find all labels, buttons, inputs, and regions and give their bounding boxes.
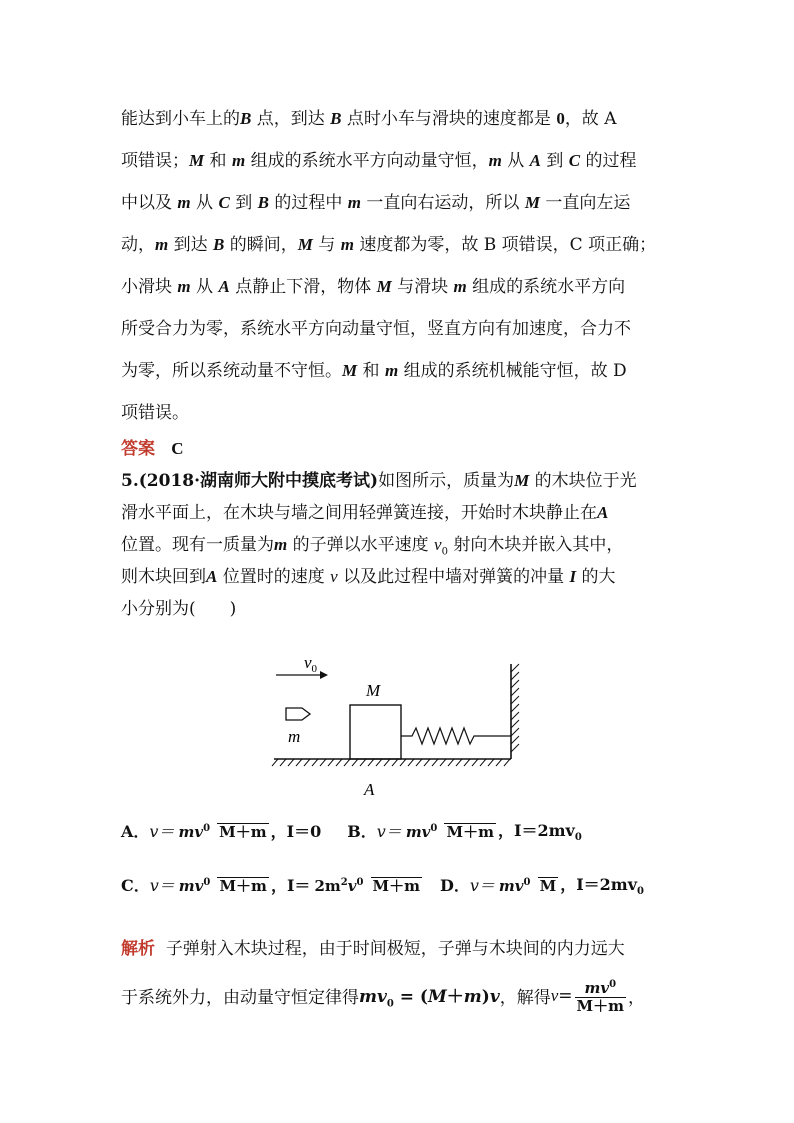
analysis-line-1 bbox=[121, 934, 625, 959]
var: v bbox=[434, 535, 442, 554]
text: 从 bbox=[190, 277, 219, 297]
text: 与 bbox=[312, 235, 341, 255]
text: 的过程 bbox=[580, 151, 637, 171]
text: 点，到达 bbox=[251, 109, 331, 129]
analysis-line-2 bbox=[121, 976, 645, 1015]
subscript: 0 bbox=[441, 546, 448, 558]
block-label: M bbox=[366, 681, 381, 700]
answer-label: 答案 bbox=[121, 439, 155, 459]
var: A bbox=[206, 567, 218, 586]
text: 的瞬间， bbox=[224, 235, 298, 255]
option-A-lhs: v＝ bbox=[149, 822, 175, 842]
text-line-7 bbox=[121, 356, 627, 381]
text: 所受合力为零，系统水平方向动量守恒，竖直方向有加速度，合力不 bbox=[121, 319, 631, 339]
option-C-rest: ，I＝ bbox=[270, 876, 311, 896]
question-number: 5.(2018·湖南师大附中摸底考试) bbox=[121, 471, 379, 491]
text: 一直向左运 bbox=[539, 193, 631, 213]
var: m bbox=[274, 535, 288, 554]
var: v bbox=[330, 567, 338, 586]
text: 位置时的速度 bbox=[217, 567, 331, 587]
var: B bbox=[213, 235, 225, 254]
text: 小分别为( ) bbox=[121, 599, 237, 619]
var: m bbox=[177, 277, 191, 296]
text: 一直向右运动，所以 bbox=[361, 193, 525, 213]
text: ，故 A bbox=[564, 109, 617, 129]
text: 小滑块 bbox=[121, 277, 178, 297]
var: m bbox=[453, 277, 467, 296]
option-D-letter: D． bbox=[439, 876, 470, 896]
wall-hatching bbox=[511, 664, 519, 752]
var: M bbox=[189, 151, 205, 170]
text: 组成的系统机械能守恒，故 D bbox=[398, 361, 627, 381]
answer-line bbox=[121, 434, 184, 459]
analysis-label: 解析 bbox=[121, 939, 155, 959]
var: A bbox=[597, 503, 609, 522]
analysis-fraction bbox=[575, 976, 626, 1015]
var: m bbox=[488, 151, 502, 170]
var: B bbox=[257, 193, 269, 212]
option-C-lhs: v＝ bbox=[149, 876, 175, 896]
var: m bbox=[231, 151, 246, 170]
var: m bbox=[155, 235, 169, 254]
option-D-rest: ，$I=2mv_0$ bbox=[560, 875, 645, 898]
option-C-fraction bbox=[177, 874, 269, 895]
text: 从 bbox=[190, 193, 219, 213]
text-line-8 bbox=[121, 398, 189, 423]
var: M bbox=[297, 235, 313, 254]
text: 和 bbox=[357, 361, 385, 381]
var: B bbox=[240, 109, 252, 128]
text: 点静止下滑，物体 bbox=[229, 277, 377, 297]
fraction-denominator: M＋m bbox=[219, 877, 267, 896]
fraction-denominator: M＋m bbox=[219, 823, 267, 842]
bullet-shape bbox=[286, 708, 310, 720]
text: 到 bbox=[540, 151, 569, 171]
text: 滑水平面上，在木块与墙之间用轻弹簧连接，开始时木块静止在 bbox=[121, 503, 597, 523]
question-line-3 bbox=[121, 530, 623, 557]
text: 动， bbox=[121, 235, 155, 255]
var: M bbox=[342, 361, 358, 380]
text-line-4 bbox=[121, 230, 656, 255]
var: m bbox=[177, 193, 191, 212]
fraction-numerator: $mv^0$ bbox=[178, 823, 211, 842]
text: 项错误； bbox=[121, 151, 189, 171]
fraction-numerator: $2m^2v^0$ bbox=[314, 877, 364, 896]
block-M bbox=[350, 705, 401, 759]
var: m bbox=[340, 235, 354, 254]
text: 中以及 bbox=[121, 193, 178, 213]
option-B-fraction bbox=[404, 820, 496, 841]
spring bbox=[401, 728, 511, 744]
bullet-label: m bbox=[288, 727, 301, 746]
fraction-denominator: M＋m bbox=[372, 877, 420, 896]
text: 则木块回到 bbox=[121, 567, 206, 587]
options-row-1 bbox=[121, 818, 582, 843]
answer-value: C bbox=[171, 439, 184, 458]
text: ， bbox=[628, 988, 646, 1008]
var: M bbox=[514, 471, 530, 490]
text: 能达到小车上的 bbox=[121, 109, 240, 129]
option-C-letter: C． bbox=[121, 876, 150, 896]
position-A-label: A bbox=[364, 780, 375, 799]
question-line-2 bbox=[121, 498, 608, 523]
options-row-2 bbox=[121, 872, 644, 897]
text: 的木块位于光 bbox=[529, 471, 637, 491]
text-line-1 bbox=[121, 104, 617, 129]
equation: $mv_0 = (M+m)v$ bbox=[359, 986, 500, 1010]
var: v bbox=[550, 985, 559, 1005]
var: 0 bbox=[556, 109, 565, 128]
option-D-lhs: v＝ bbox=[469, 876, 495, 896]
fraction-denominator: M＋m bbox=[446, 823, 494, 842]
v0-label: $v_0$ bbox=[304, 653, 318, 675]
var: A bbox=[218, 277, 230, 296]
text: 组成的系统水平方向动量守恒， bbox=[245, 151, 489, 171]
text: 速度都为零，故 B 项错误，C 项正确； bbox=[353, 235, 657, 255]
text: ，解得 bbox=[499, 988, 551, 1008]
fraction-numerator: $mv^0$ bbox=[584, 979, 617, 997]
text: 射向木块并嵌入其中， bbox=[447, 535, 624, 555]
text-line-5 bbox=[121, 272, 625, 297]
text: 子弹射入木块过程，由于时间极短，子弹与木块间的内力远大 bbox=[165, 939, 625, 959]
text: 于系统外力，由动量守恒定律得 bbox=[121, 988, 359, 1008]
question-line-5 bbox=[121, 594, 236, 619]
text-line-2 bbox=[121, 146, 637, 171]
fraction-numerator: $mv^0$ bbox=[498, 877, 531, 896]
var: C bbox=[218, 193, 230, 212]
text: 点时小车与滑块的速度都是 bbox=[341, 109, 557, 129]
var: M bbox=[524, 193, 540, 212]
text-line-3 bbox=[121, 188, 630, 213]
text: 的大 bbox=[576, 567, 616, 587]
question-line-4 bbox=[121, 562, 616, 587]
text: 以及此过程中墙对弹簧的冲量 bbox=[337, 567, 570, 587]
text: 组成的系统水平方向 bbox=[466, 277, 626, 297]
text: 项错误。 bbox=[121, 403, 189, 423]
fraction-numerator: $mv^0$ bbox=[178, 877, 211, 896]
option-B-rest: ，$I=2mv_0$ bbox=[497, 821, 582, 844]
text: 的过程中 bbox=[268, 193, 348, 213]
option-C-fraction-2 bbox=[312, 874, 422, 895]
option-B-letter: B． bbox=[347, 822, 377, 842]
question-line-1 bbox=[121, 466, 637, 491]
fraction-numerator: $mv^0$ bbox=[405, 823, 438, 842]
text: 的子弹以水平速度 bbox=[287, 535, 435, 555]
var: A bbox=[529, 151, 541, 170]
text: 从 bbox=[501, 151, 530, 171]
option-A-letter: A． bbox=[121, 822, 150, 842]
fraction-denominator: M＋m bbox=[576, 997, 625, 1015]
text: 为零，所以系统动量不守恒。 bbox=[121, 361, 342, 381]
option-A-fraction bbox=[176, 820, 268, 841]
text: 到 bbox=[229, 193, 258, 213]
option-B-lhs: v＝ bbox=[376, 822, 402, 842]
text: = bbox=[558, 985, 573, 1006]
var: M bbox=[376, 277, 392, 296]
text: 位置。现有一质量为 bbox=[121, 535, 274, 555]
physics-diagram bbox=[270, 650, 530, 805]
var: m bbox=[384, 361, 399, 380]
var: C bbox=[568, 151, 581, 170]
text: 到达 bbox=[168, 235, 214, 255]
text: 和 bbox=[204, 151, 232, 171]
ground-hatching bbox=[272, 759, 510, 766]
text: 如图所示，质量为 bbox=[378, 471, 515, 491]
text: 与滑块 bbox=[391, 277, 454, 297]
var: I bbox=[569, 567, 577, 586]
option-A-rest: ，I＝0 bbox=[270, 822, 322, 842]
fraction-denominator: M bbox=[539, 877, 557, 896]
var: m bbox=[347, 193, 361, 212]
text-line-6 bbox=[121, 314, 631, 339]
arrow-head bbox=[320, 671, 328, 679]
var: B bbox=[330, 109, 342, 128]
option-D-fraction bbox=[497, 874, 558, 895]
